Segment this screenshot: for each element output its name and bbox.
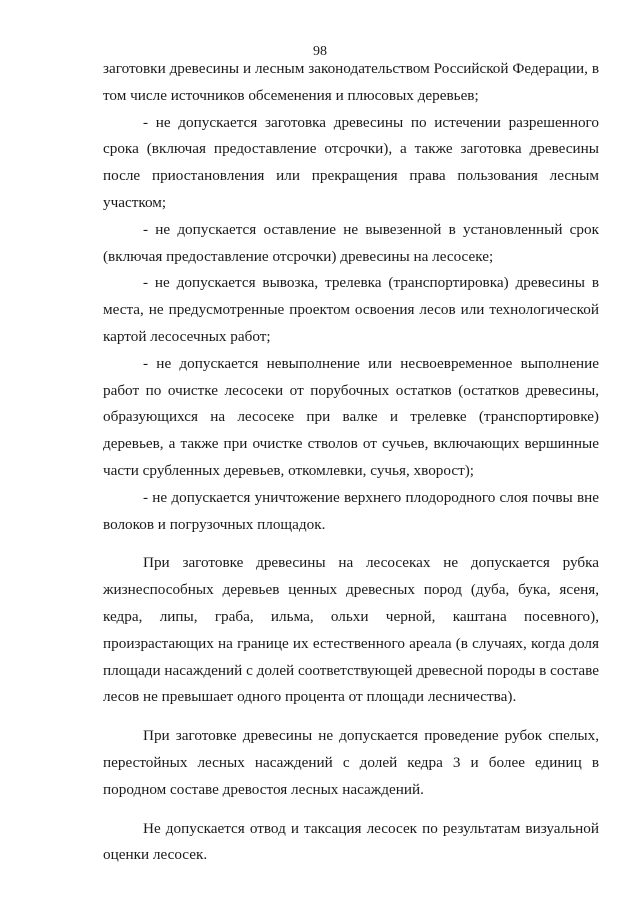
document-body xyxy=(103,56,599,869)
page-number: 98 xyxy=(313,44,327,59)
paragraph-continuation: заготовки древесины и лесным законодательством Российской Федерации, в том числе источников обсеменения и плюсовых деревьев; xyxy=(103,60,599,104)
list-item-soil-protection: - не допускается уничтожение верхнего плодородного слоя почвы вне волоков и погрузочных площадок. xyxy=(103,488,599,533)
list-item-unremoved-wood: - не допускается оставление не вывезенной в установленный срок (включая предоставление отсрочки) древесины на лесосеке; xyxy=(103,220,599,265)
paragraph-valuable-species: При заготовке древесины на лесосеках не допускается рубка жизнеспособных деревьев ценных древесных пород (дуба, бука, ясеня, кедра, липы, граба, ильма, ольхи черной, каштана посевного), произрастающих на границе их естественного ареала (в случаях, когда доля площади насаждений с долей соответствующей древесной породы в составе лесов не превышает одного процента от площади лесничества). xyxy=(103,554,599,706)
paragraph-visual-assessment: Не допускается отвод и таксация лесосек по результатам визуальной оценки лесосек. xyxy=(103,819,599,864)
list-item-expired-harvest: - не допускается заготовка древесины по истечении разрешенного срока (включая предоставление отсрочки), а также заготовка древесины после приостановления или прекращения права пользования лесным участком; xyxy=(103,113,599,211)
paragraph-cedar-restriction: При заготовке древесины не допускается проведение рубок спелых, перестойных лесных насаждений с долей кедра 3 и более единиц в породном составе древостоя лесных насаждений. xyxy=(103,727,599,798)
list-item-transport-restriction: - не допускается вывозка, трелевка (транспортировка) древесины в места, не предусмотренные проектом освоения лесов или технологической картой лесосечных работ; xyxy=(103,274,599,345)
list-item-cleanup-requirement: - не допускается невыполнение или несвоевременное выполнение работ по очистке лесосеки от порубочных остатков (остатков древесины, образующихся на лесосеке при валке и трелевке (транспортировке) деревьев, а также при очистке стволов от сучьев, включающих вершинные части срубленных деревьев, откомлевки, сучья, хворост); xyxy=(103,354,599,479)
